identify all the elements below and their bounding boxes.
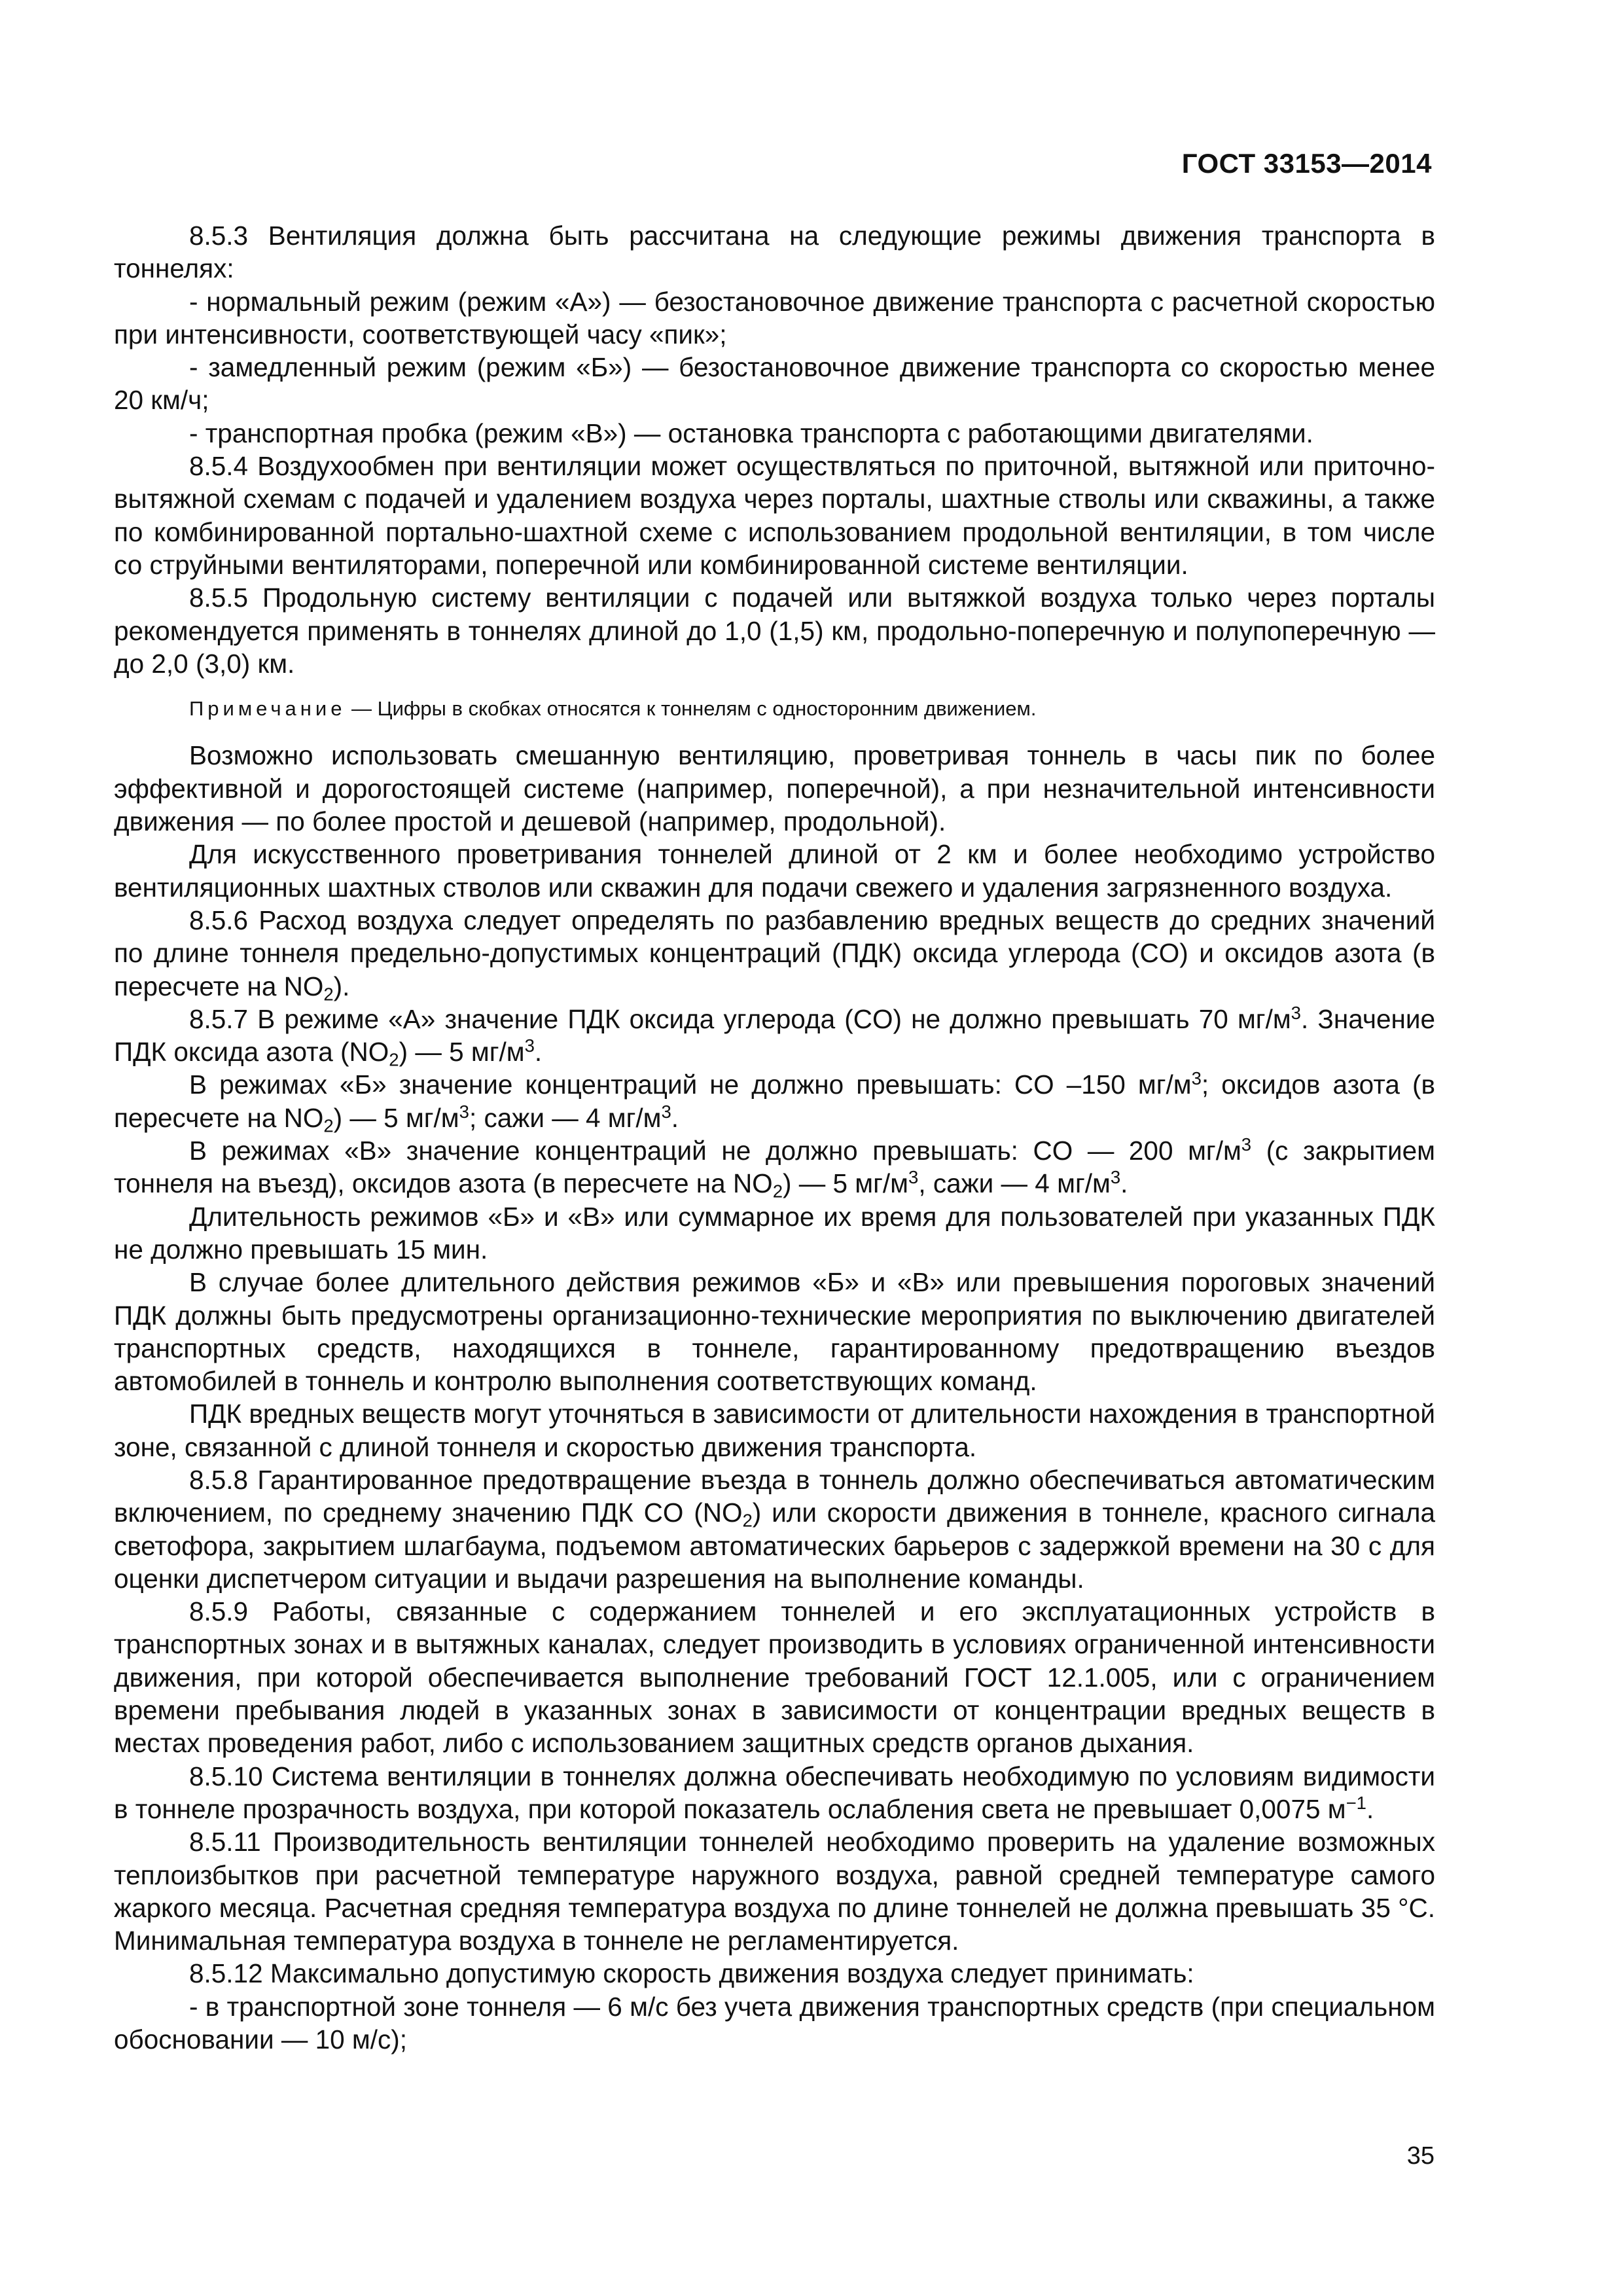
- duration-paragraph: Длительность режимов «Б» и «В» или суммарное их время для пользователей при указанных ПДК не должно превышать 15 мин.: [114, 1201, 1435, 1265]
- document-code: ГОСТ 33153—2014: [1181, 148, 1432, 179]
- mode-v-limits: В режимах «В» значение концентраций не должно превышать: CO — 200 $мг/м^3$ (с закрытием тоннеля на въезд), оксидов азота (в пересчете на $NO_2$) — 5 $мг/м^3$, сажи — 4 $мг/м^3$.: [114, 1134, 1435, 1202]
- refine-paragraph: ПДК вредных веществ могут уточняться в зависимости от длительности нахождения в транспортной зоне, связанной с длиной тоннеля и скоростью движения транспорта.: [114, 1399, 1435, 1462]
- shafts-paragraph: Для искусственного проветривания тоннелей длиной от 2 км и более необходимо устройство вентиляционных шахтных стволов или скважин для подачи свежего и удаления загрязненного воздуха.: [114, 839, 1435, 903]
- note-label: Примечание: [189, 697, 346, 721]
- mixed-ventilation-paragraph: Возможно использовать смешанную вентиляцию, проветривая тоннель в часы пик по более эффективной и дорогостоящей системе (например, поперечной), а при незначительной интенсивности движения — по более простой и дешевой (например, продольной).: [114, 740, 1435, 837]
- clause-8-5-7: 8.5.7 В режиме «А» значение ПДК оксида углерода (CO) не должно превышать 70 $мг/м^3$. Значение ПДК оксида азота $(NO_2)$ — 5 $мг/м^3$.: [114, 1003, 1435, 1070]
- mode-b-limits: В режимах «Б» значение концентраций не должно превышать: CO –150 $мг/м^3$; оксидов азота (в пересчете на $NO_2$) — 5 $мг/м^3$; сажи — 4 $мг/м^3$.: [114, 1068, 1436, 1136]
- mode-v-item: - транспортная пробка (режим «В») — остановка транспорта с работающими двигателями.: [189, 418, 1313, 448]
- note: [114, 692, 1435, 725]
- clause-8-5-6: 8.5.6 Расход воздуха следует определять по разбавлению вредных веществ до средних значений по длине тоннеля предельно-допустимых концентраций (ПДК) оксида углерода (CO) и оксидов азота (в пересчете на $NO_2$).: [114, 905, 1435, 1005]
- clause-8-5-5: 8.5.5 Продольную систему вентиляции с подачей или вытяжкой воздуха только через порталы рекомендуется применять в тоннелях длиной до 1,0 (1,5) км, продольно-поперечную и полупоперечную — до 2,0 (3,0) км.: [114, 583, 1435, 679]
- mode-b-item: - замедленный режим (режим «Б») — безостановочное движение транспорта со скоростью менее 20 км/ч;: [114, 352, 1435, 416]
- mode-a-item: - нормальный режим (режим «А») — безостановочное движение транспорта с расчетной скоростью при интенсивности, соответствующей часу «пик»;: [114, 286, 1435, 350]
- clause-8-5-4: 8.5.4 Воздухообмен при вентиляции может осуществляться по приточной, вытяжной или приточно-вытяжной схемам с подачей и удалением воздуха через порталы, шахтные стволы или скважины, а также по комбинированной портально-шахтной схеме с использованием продольной вентиляции, в том числе со струйными вентиляторами, поперечной или комбинированной системе вентиляции.: [114, 451, 1435, 580]
- clause-8-5-10: 8.5.10 Система вентиляции в тоннелях должна обеспечивать необходимую по условиям видимости в тоннеле прозрачность воздуха, при которой показатель ослабления света не превышает 0,0075 $м^{-1}$.: [114, 1761, 1435, 1824]
- page-number: 35: [1406, 2142, 1435, 2170]
- body-text: [114, 219, 1435, 2056]
- transport-zone-item: - в транспортной зоне тоннеля — 6 м/с без учета движения транспортных средств (при специальном обосновании — 10 м/с);: [114, 1991, 1435, 2055]
- longer-action-paragraph: В случае более длительного действия режимов «Б» и «В» или превышения пороговых значений ПДК должны быть предусмотрены организационно-технические мероприятия по выключению двигателей транспортных средств, находящихся в тоннеле, гарантированному предотвращению въездов автомобилей в тоннель и контролю выполнения соответствующих команд.: [114, 1267, 1435, 1397]
- clause-8-5-12: 8.5.12 Максимально допустимую скорость движения воздуха следует принимать:: [189, 1958, 1194, 1989]
- note-text: — Цифры в скобках относятся к тоннелям с односторонним движением.: [346, 697, 1037, 721]
- clause-8-5-8: 8.5.8 Гарантированное предотвращение въезда в тоннель должно обеспечиваться автоматическим включением, по среднему значению ПДК CO $(NO_2)$ или скорости движения в тоннеле, красного сигнала светофора, закрытием шлагбаума, подъемом автоматических барьеров с задержкой времени на 30 с для оценки диспетчером ситуации и выдачи разрешения на выполнение команды.: [114, 1464, 1435, 1594]
- clause-8-5-11: 8.5.11 Производительность вентиляции тоннелей необходимо проверить на удаление возможных теплоизбытков при расчетной температуре наружного воздуха, равной средней температуре самого жаркого месяца. Расчетная средняя температура воздуха по длине тоннелей не должна превышать 35 °C. Минимальная температура воздуха в тоннеле не регламентируется.: [114, 1827, 1435, 1956]
- clause-8-5-9: 8.5.9 Работы, связанные с содержанием тоннелей и его эксплуатационных устройств в транспортных зонах и в вытяжных каналах, следует производить в условиях ограниченной интенсивности движения, при которой обеспечивается выполнение требований ГОСТ 12.1.005, или с ограничением времени пребывания людей в указанных зонах в зависимости от концентрации вредных веществ в местах проведения работ, либо с использованием защитных средств органов дыхания.: [114, 1596, 1435, 1759]
- clause-8-5-3: 8.5.3 Вентиляция должна быть рассчитана на следующие режимы движения транспорта в тоннелях:: [114, 221, 1435, 284]
